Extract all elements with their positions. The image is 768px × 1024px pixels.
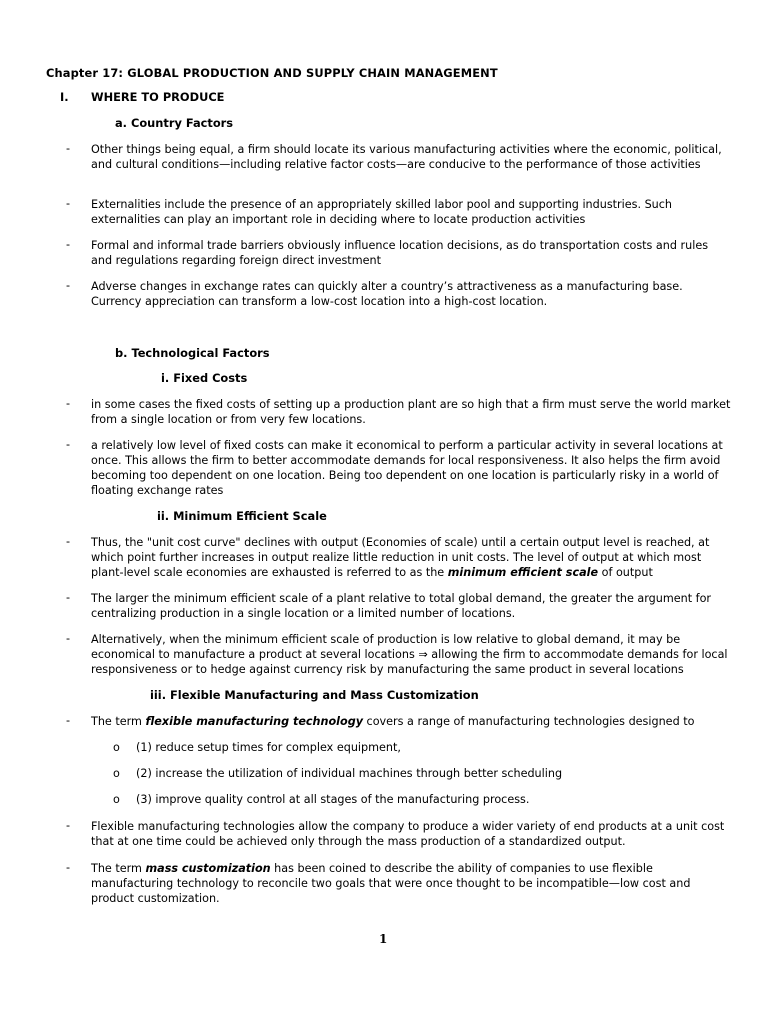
section-number: I. xyxy=(60,90,69,104)
mes-paragraph: The larger the minimum efficient scale of a plant relative to total global demand, the greater the argument for centralizing production in a single location or a limited number of locations. xyxy=(91,592,712,620)
heading-country-factors: a. Country Factors xyxy=(115,116,234,130)
dash-marker: - xyxy=(66,714,71,727)
country-factor-paragraph: Formal and informal trade barriers obviously influence location decisions, as do transportation costs and rules and regulations regarding foreign direct investment xyxy=(91,239,709,267)
dash-marker: - xyxy=(66,861,71,874)
fm-point: (2) increase the utilization of individual machines through better scheduling xyxy=(136,767,563,780)
dash-marker: - xyxy=(66,397,71,410)
fm-paragraph xyxy=(91,861,731,906)
section-title: WHERE TO PRODUCE xyxy=(91,90,225,104)
fm-paragraph xyxy=(91,714,731,729)
heading-minimum-efficient-scale: ii. Minimum Efficient Scale xyxy=(157,509,327,523)
heading-fixed-costs: i. Fixed Costs xyxy=(161,371,248,385)
fm-point: (1) reduce setup times for complex equipment, xyxy=(136,741,401,754)
mes-paragraph xyxy=(91,535,731,580)
fm-text: The term xyxy=(91,715,146,728)
dash-marker: - xyxy=(66,819,71,832)
fixed-costs-paragraph: a relatively low level of fixed costs can make it economical to perform a particular activity in several locations at once. This allows the firm to better accommodate demands for local responsiveness. It also helps the firm avoid becoming too dependent on one location. Being too dependent on one location is particularly risky in a world of floating exchange rates xyxy=(91,439,723,497)
mes-text-end: of output xyxy=(598,566,653,579)
dash-marker: - xyxy=(66,632,71,645)
country-factor-paragraph: Adverse changes in exchange rates can quickly alter a country’s attractiveness as a manufacturing base. Currency appreciation can transform a low-cost location into a high-cost location. xyxy=(91,280,683,308)
mes-emphasis: minimum efficient scale xyxy=(447,566,599,579)
fm-emphasis: mass customization xyxy=(145,862,271,875)
country-factor-paragraph: Other things being equal, a firm should locate its various manufacturing activities where the economic, political, and cultural conditions—including relative factor costs—are conducive to the performance of those activities xyxy=(91,143,722,171)
dash-marker: - xyxy=(66,197,71,210)
circle-bullet-icon: o xyxy=(113,767,120,780)
fm-text-end: has been coined to describe the ability of companies to use flexible manufacturing technology to reconcile two goals that were once thought to be incompatible—low cost and product customization. xyxy=(91,862,691,905)
heading-flexible-manufacturing: iii. Flexible Manufacturing and Mass Customization xyxy=(150,688,479,702)
circle-bullet-icon: o xyxy=(113,741,120,754)
country-factor-paragraph: Externalities include the presence of an appropriately skilled labor pool and supporting industries. Such externalities can play an important role in deciding where to locate production activities xyxy=(91,198,673,226)
fm-point: (3) improve quality control at all stages of the manufacturing process. xyxy=(136,793,530,806)
dash-marker: - xyxy=(66,438,71,451)
fm-text-end: covers a range of manufacturing technologies designed to xyxy=(363,715,695,728)
dash-marker: - xyxy=(66,591,71,604)
dash-marker: - xyxy=(66,238,71,251)
page-number: 1 xyxy=(379,932,388,946)
fixed-costs-paragraph: in some cases the fixed costs of setting up a production plant are so high that a firm must serve the world market from a single location or from very few locations. xyxy=(91,398,731,426)
dash-marker: - xyxy=(66,279,71,292)
heading-technological-factors: b. Technological Factors xyxy=(115,346,270,360)
fm-paragraph: Flexible manufacturing technologies allow the company to produce a wider variety of end products at a unit cost that at one time could be achieved only through the mass production of a standardized output. xyxy=(91,820,725,848)
chapter-title: Chapter 17: GLOBAL PRODUCTION AND SUPPLY CHAIN MANAGEMENT xyxy=(46,66,498,80)
mes-text: Thus, the "unit cost curve" declines with output (Economies of scale) until a certain output level is reached, at which point further increases in output realize little reduction in unit costs. The level of output at which most plant-level scale economies are exhausted is referred to as the xyxy=(91,536,710,579)
fm-text: The term xyxy=(91,862,146,875)
circle-bullet-icon: o xyxy=(113,793,120,806)
dash-marker: - xyxy=(66,535,71,548)
mes-paragraph: Alternatively, when the minimum efficient scale of production is low relative to global demand, it may be economical to manufacture a product at several locations ⇒ allowing the firm to accommodate demands for local responsiveness or to hedge against currency risk by manufacturing the same product in several locations xyxy=(91,633,728,676)
dash-marker: - xyxy=(66,142,71,155)
fm-emphasis: flexible manufacturing technology xyxy=(145,715,363,728)
